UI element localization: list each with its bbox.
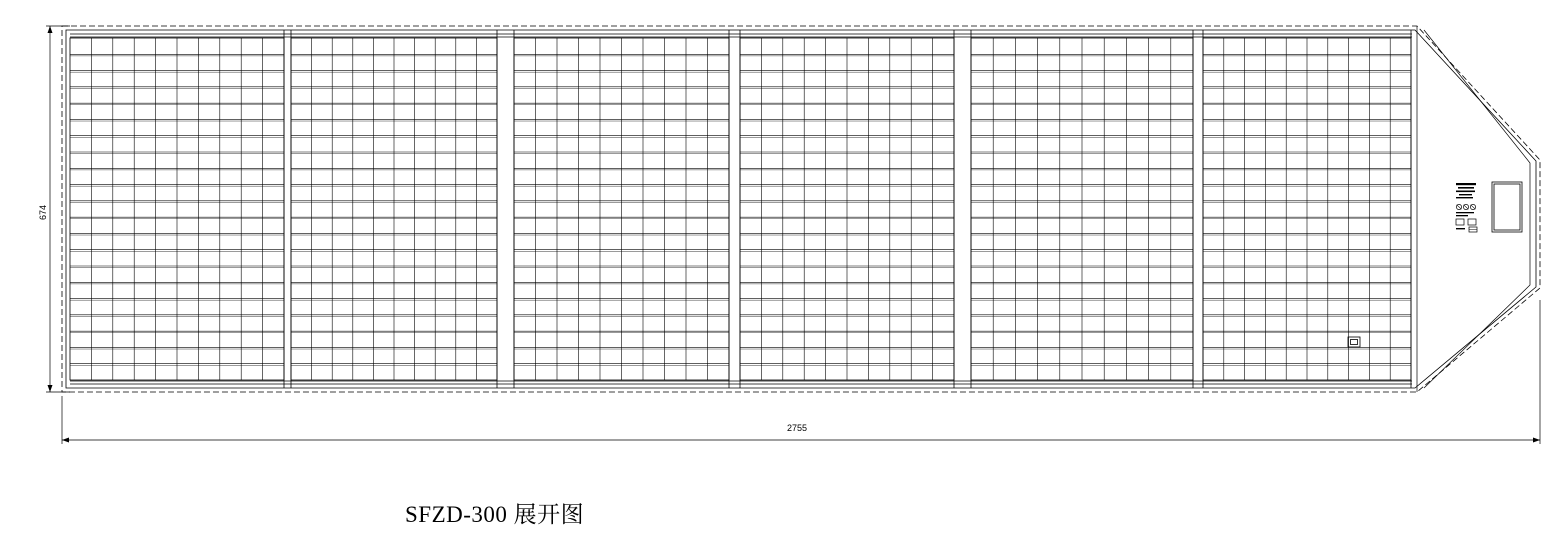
panel-separators <box>284 30 1411 388</box>
dimension-height-label: 674 <box>38 204 48 220</box>
panel-1 <box>70 38 284 380</box>
panel-5 <box>971 38 1193 380</box>
dimension-width-label: 2755 <box>787 423 808 433</box>
cell-grid-group <box>70 38 1411 380</box>
panel-3 <box>514 38 729 380</box>
drawing-title: SFZD-300 展开图 <box>405 502 585 527</box>
nose-section <box>1417 26 1530 392</box>
panel-4 <box>740 38 954 380</box>
panel-6 <box>1203 38 1411 380</box>
panel-2 <box>291 38 497 380</box>
nameplate-label <box>1456 183 1477 232</box>
small-port-marker <box>1348 337 1360 347</box>
junction-box <box>1492 182 1522 232</box>
